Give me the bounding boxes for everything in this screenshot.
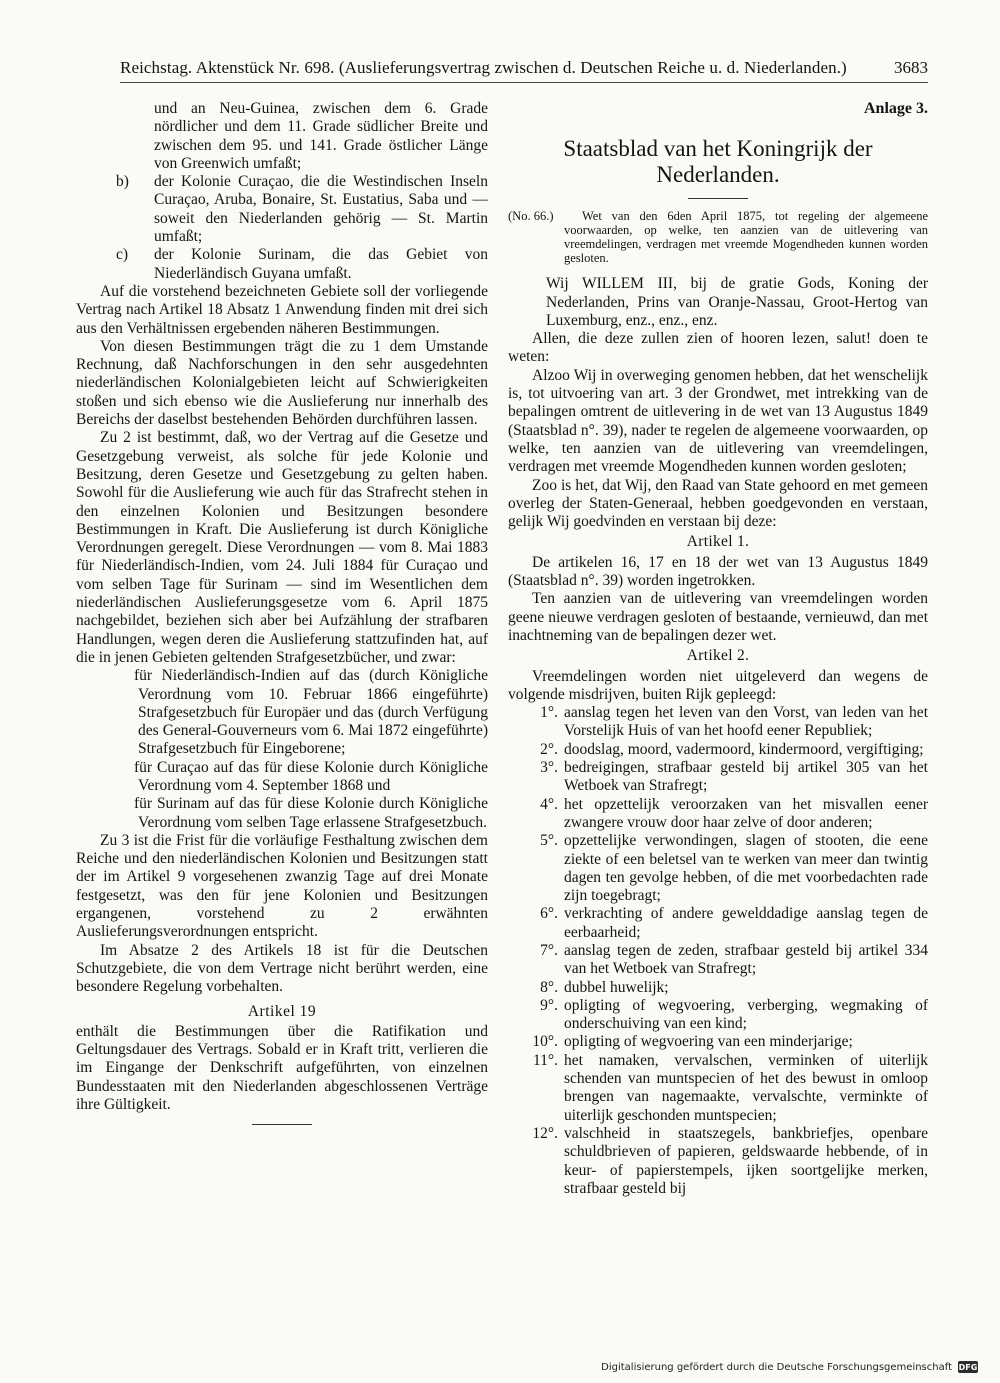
offense-item [508, 759, 928, 796]
paragraph: Alzoo Wij in overweging genomen hebben, dat het wenschelijk is, tot uitvoering van art. 3 der Grondwet, met intrekking van de bepalingen omtrent de uitlevering in de wet van 13 Augustus 1849 (Staatsblad n°. 39), nader te regelen de algemeene voorwaarden, op welke, ten aanzien van de uitlevering van vreemdelingen, verdragen met vreemde Mogendheden kunnen worden gesloten; [508, 366, 928, 476]
offense-item [508, 1052, 928, 1125]
dfg-logo-text: DFG [958, 1362, 978, 1372]
code-entry: für Niederländisch-Indien auf das (durch Königliche Verordnung vom 10. Februar 1866 eingeführte) Strafgesetzbuch für Europäer und das (durch Verfügung des General-Gouverneurs vom 6. Mai 1872 eingeführte) Strafgesetzbuch für Eingeborene; [134, 667, 488, 758]
article-2-heading: Artikel 2. [686, 647, 750, 665]
list-marker: c) [116, 246, 129, 264]
offense-number: 3°. [540, 759, 558, 777]
annex-label: Anlage 3. [864, 100, 928, 117]
code-entry: für Surinam auf das für diese Kolonie durch Königliche Verordnung vom selben Tage erlassene Strafgesetzbuch. [134, 795, 488, 831]
offense-text: dubbel huwelijk; [564, 978, 669, 996]
offense-text: opligting of wegvoering van een minderjarige; [564, 1033, 853, 1051]
offense-text: verkrachting of andere gewelddadige aanslag tegen de eerbaarheid; [564, 905, 928, 941]
running-title: Reichstag. Aktenstück Nr. 698. (Auslieferungsvertrag zwischen d. Deutschen Reiche u. d. Niederlanden.) [120, 58, 847, 77]
list-item-text: der Kolonie Surinam, die das Gebiet von Niederländisch Guyana umfaßt. [154, 246, 488, 282]
offense-number: 2°. [540, 740, 558, 758]
offense-item [508, 942, 928, 979]
paragraph: De artikelen 16, 17 en 18 der wet van 13 Augustus 1849 (Staatsblad n°. 39) worden ingetrokken. [508, 553, 928, 590]
title-divider [688, 198, 748, 199]
law-summary: Wet van den 6den April 1875, tot regeling der algemeene voorwaarden, op welke, ten aanzien van de uitlevering van vreemdelingen, verdragen met vreemde Mogendheden kunnen worden gesloten. [564, 209, 928, 266]
offense-item [508, 905, 928, 942]
list-item-text: der Kolonie Curaçao, die die Westindischen Inseln Curaçao, Aruba, Bonaire, St. Eustatius, Saba und — soweit den Niederlanden gehörig — St. Martin umfaßt; [154, 173, 488, 246]
paragraph: Zu 3 ist die Frist für die vorläufige Festhaltung zwischen dem Reiche und den niederländischen Kolonien und Besitzungen statt der im Artikel 9 vorgesehenen zwanzig Tage auf drei Monate festgesetzt, was den für jene Kolonien und Besitzungen ergangenen, vorstehend zu 2 erwähnten Auslieferungsverordnungen entspricht. [76, 831, 488, 941]
paragraph: Von diesen Bestimmungen trägt die zu 1 dem Umstande Rechnung, daß Nachforschungen in den sehr ausgedehnten niederländischen Kolonialgebieten leicht auf Schwierigkeiten stoßen und sich ebenso wie die Auslieferung nur innerhalb des Bereichs der daselbst bestehenden Behörden durchführen lassen. [76, 337, 488, 429]
offense-text: aanslag tegen het leven van den Vorst, van leden van het Vorstelijk Huis of van het hoofd eener Republiek; [564, 704, 928, 740]
law-summary-row [508, 209, 928, 265]
offense-item [508, 979, 928, 997]
offense-list [508, 704, 928, 1198]
offense-number: 9°. [540, 996, 558, 1014]
footer-credit [601, 1361, 978, 1373]
offense-text: doodslag, moord, vadermoord, kindermoord, vergiftiging; [564, 740, 924, 758]
paragraph: Allen, die deze zullen zien of hooren lezen, salut! doen te weten: [508, 330, 928, 366]
paragraph: Ten aanzien van de uitlevering van vreemdelingen worden geene nieuwe verdragen gesloten of bestaande, vernieuwd, dan met inachtneming van de bepalingen dezer wet. [508, 590, 928, 644]
article-19-text: enthält die Bestimmungen über die Ratifikation und Geltungsdauer des Vertrags. Sobald er in Kraft tritt, verlieren die im Eingange der Denkschrift aufgeführten, von einzelnen Bundesstaaten mit den Niederlanden abgeschlossenen Verträge ihre Gültigkeit. [76, 1022, 488, 1114]
proclamation: Wij WILLEM III, bij de gratie Gods, Koning der Nederlanden, Prins van Oranje-Nassau, Groot-Hertog van Luxemburg, enz., enz., enz. [546, 275, 928, 329]
code-entry: für Curaçao auf das für diese Kolonie durch Königliche Verordnung vom 4. September 1868 und [134, 758, 488, 794]
offense-number: 8°. [540, 978, 558, 996]
list-item-text: und an Neu-Guinea, zwischen dem 6. Grade nördlicher und dem 11. Grade südlicher Breite und zwischen dem 95. und 141. Grade östlicher Länge von Greenwich umfaßt; [154, 100, 488, 172]
offense-item [508, 704, 928, 741]
offense-item [508, 796, 928, 833]
page-header [120, 58, 928, 83]
offense-number: 6°. [540, 905, 558, 923]
offense-number: 7°. [540, 941, 558, 959]
article-2-intro: Vreemdelingen worden niet uitgeleverd dan wegens de volgende misdrijven, buiten Rijk gepleegd: [508, 667, 928, 703]
offense-item [508, 997, 928, 1034]
offense-number: 1°. [540, 704, 558, 722]
offense-number: 11°. [533, 1051, 558, 1069]
funding-credit: Digitalisierung gefördert durch die Deutsche Forschungsgemeinschaft [601, 1361, 952, 1373]
left-column [76, 100, 488, 1125]
list-item [76, 100, 488, 173]
law-number: (No. 66.) [508, 209, 554, 224]
paragraph: Zu 2 ist bestimmt, daß, wo der Vertrag auf die Gesetze und Gesetzgebung verweist, als solche für jede Kolonie und Besitzung, deren Gesetze und Gesetzgebung zu gelten haben. Sowohl für die Auslieferung wie auch für das Strafrecht stehen in den einzelnen Kolonien und Besitzungen besondere Bestimmungen in Kraft. Die Auslieferung ist durch Königliche Verordnungen geregelt. Diese Verordnungen — vom 8. Mai 1883 für Niederländisch-Indien, vom 24. Juli 1884 für Curaçao und vom selben Tage für Surinam — sind im Wesentlichen dem niederländischen Auslieferungsgesetze vom 6. April 1875 nachgebildet, beziehen sich aber bei Aufzählung der strafbaren Handlungen, wegen deren die Auslieferung stattzufinden hat, auf die in jenen Gebieten geltenden Strafgesetzbücher, und zwar: [76, 429, 488, 666]
offense-item [508, 741, 928, 759]
paragraph: Zoo is het, dat Wij, den Raad van State gehoord en met gemeen overleg der Staten-Generaal, hebben goedgevonden en verstaan, gelijk Wij goedvinden en verstaan bij deze: [508, 476, 928, 531]
offense-text: opzettelijke verwondingen, slagen of stooten, die eene ziekte of een beletsel van te werken van meer dan twintig dagen ten gevolge hebben, of die met voorbedachten rade zijn toegebragt; [564, 832, 928, 905]
article-1-heading: Artikel 1. [686, 533, 750, 551]
offense-text: opligting of wegvoering, verberging, wegmaking of onderschuiving van een kind; [564, 996, 928, 1033]
list-marker [76, 100, 154, 173]
list-item [76, 173, 488, 246]
offense-item [508, 1125, 928, 1198]
offense-text: het opzettelijk veroorzaken van het misvallen eener zwangere vrouw door haar zelve of door anderen; [564, 795, 928, 831]
offense-text: het namaken, vervalschen, verminken of uiterlijk schenden van muntspecien of het des bewust in omloop brengen van nagemaakte, vervalschte, verminkte of uiterlijk geschonden muntspecien; [564, 1051, 928, 1124]
offense-item [508, 832, 928, 905]
offense-number: 10°. [532, 1033, 558, 1051]
paragraph: Auf die vorstehend bezeichneten Gebiete soll der vorliegende Vertrag nach Artikel 18 Absatz 1 Anwendung finden mit drei sich aus den Verhältnissen ergebenden näheren Bestimmungen. [76, 282, 488, 337]
paragraph: Im Absatze 2 des Artikels 18 ist für die Deutschen Schutzgebiete, die von dem Vertrage nicht berührt werden, eine besondere Regelung vorbehalten. [76, 941, 488, 996]
gazette-title: Staatsblad van het Koningrijk der Nederlanden. [563, 136, 873, 188]
section-divider [252, 1124, 312, 1125]
article-19-heading: Artikel 19 [247, 1002, 317, 1020]
offense-item [508, 1033, 928, 1051]
list-item [76, 246, 488, 283]
offense-text: bedreigingen, strafbaar gesteld bij artikel 305 van het Wetboek van Strafregt; [564, 759, 928, 795]
dfg-logo-icon [958, 1361, 978, 1373]
offense-text: aanslag tegen de zeden, strafbaar gesteld bij artikel 334 van het Wetboek van Strafregt; [564, 941, 928, 978]
page-number: 3683 [894, 58, 928, 77]
offense-number: 12°. [532, 1124, 558, 1142]
right-column [508, 100, 928, 1198]
offense-text: valschheid in staatszegels, bankbriefjes, openbare schuldbrieven of papieren, geldswaarde hebbende, of in keur- of papierstempels, ijken soortgelijke merken, strafbaar gesteld bij [564, 1124, 928, 1197]
offense-number: 5°. [540, 832, 558, 850]
list-marker: b) [116, 173, 129, 191]
offense-number: 4°. [540, 795, 558, 813]
